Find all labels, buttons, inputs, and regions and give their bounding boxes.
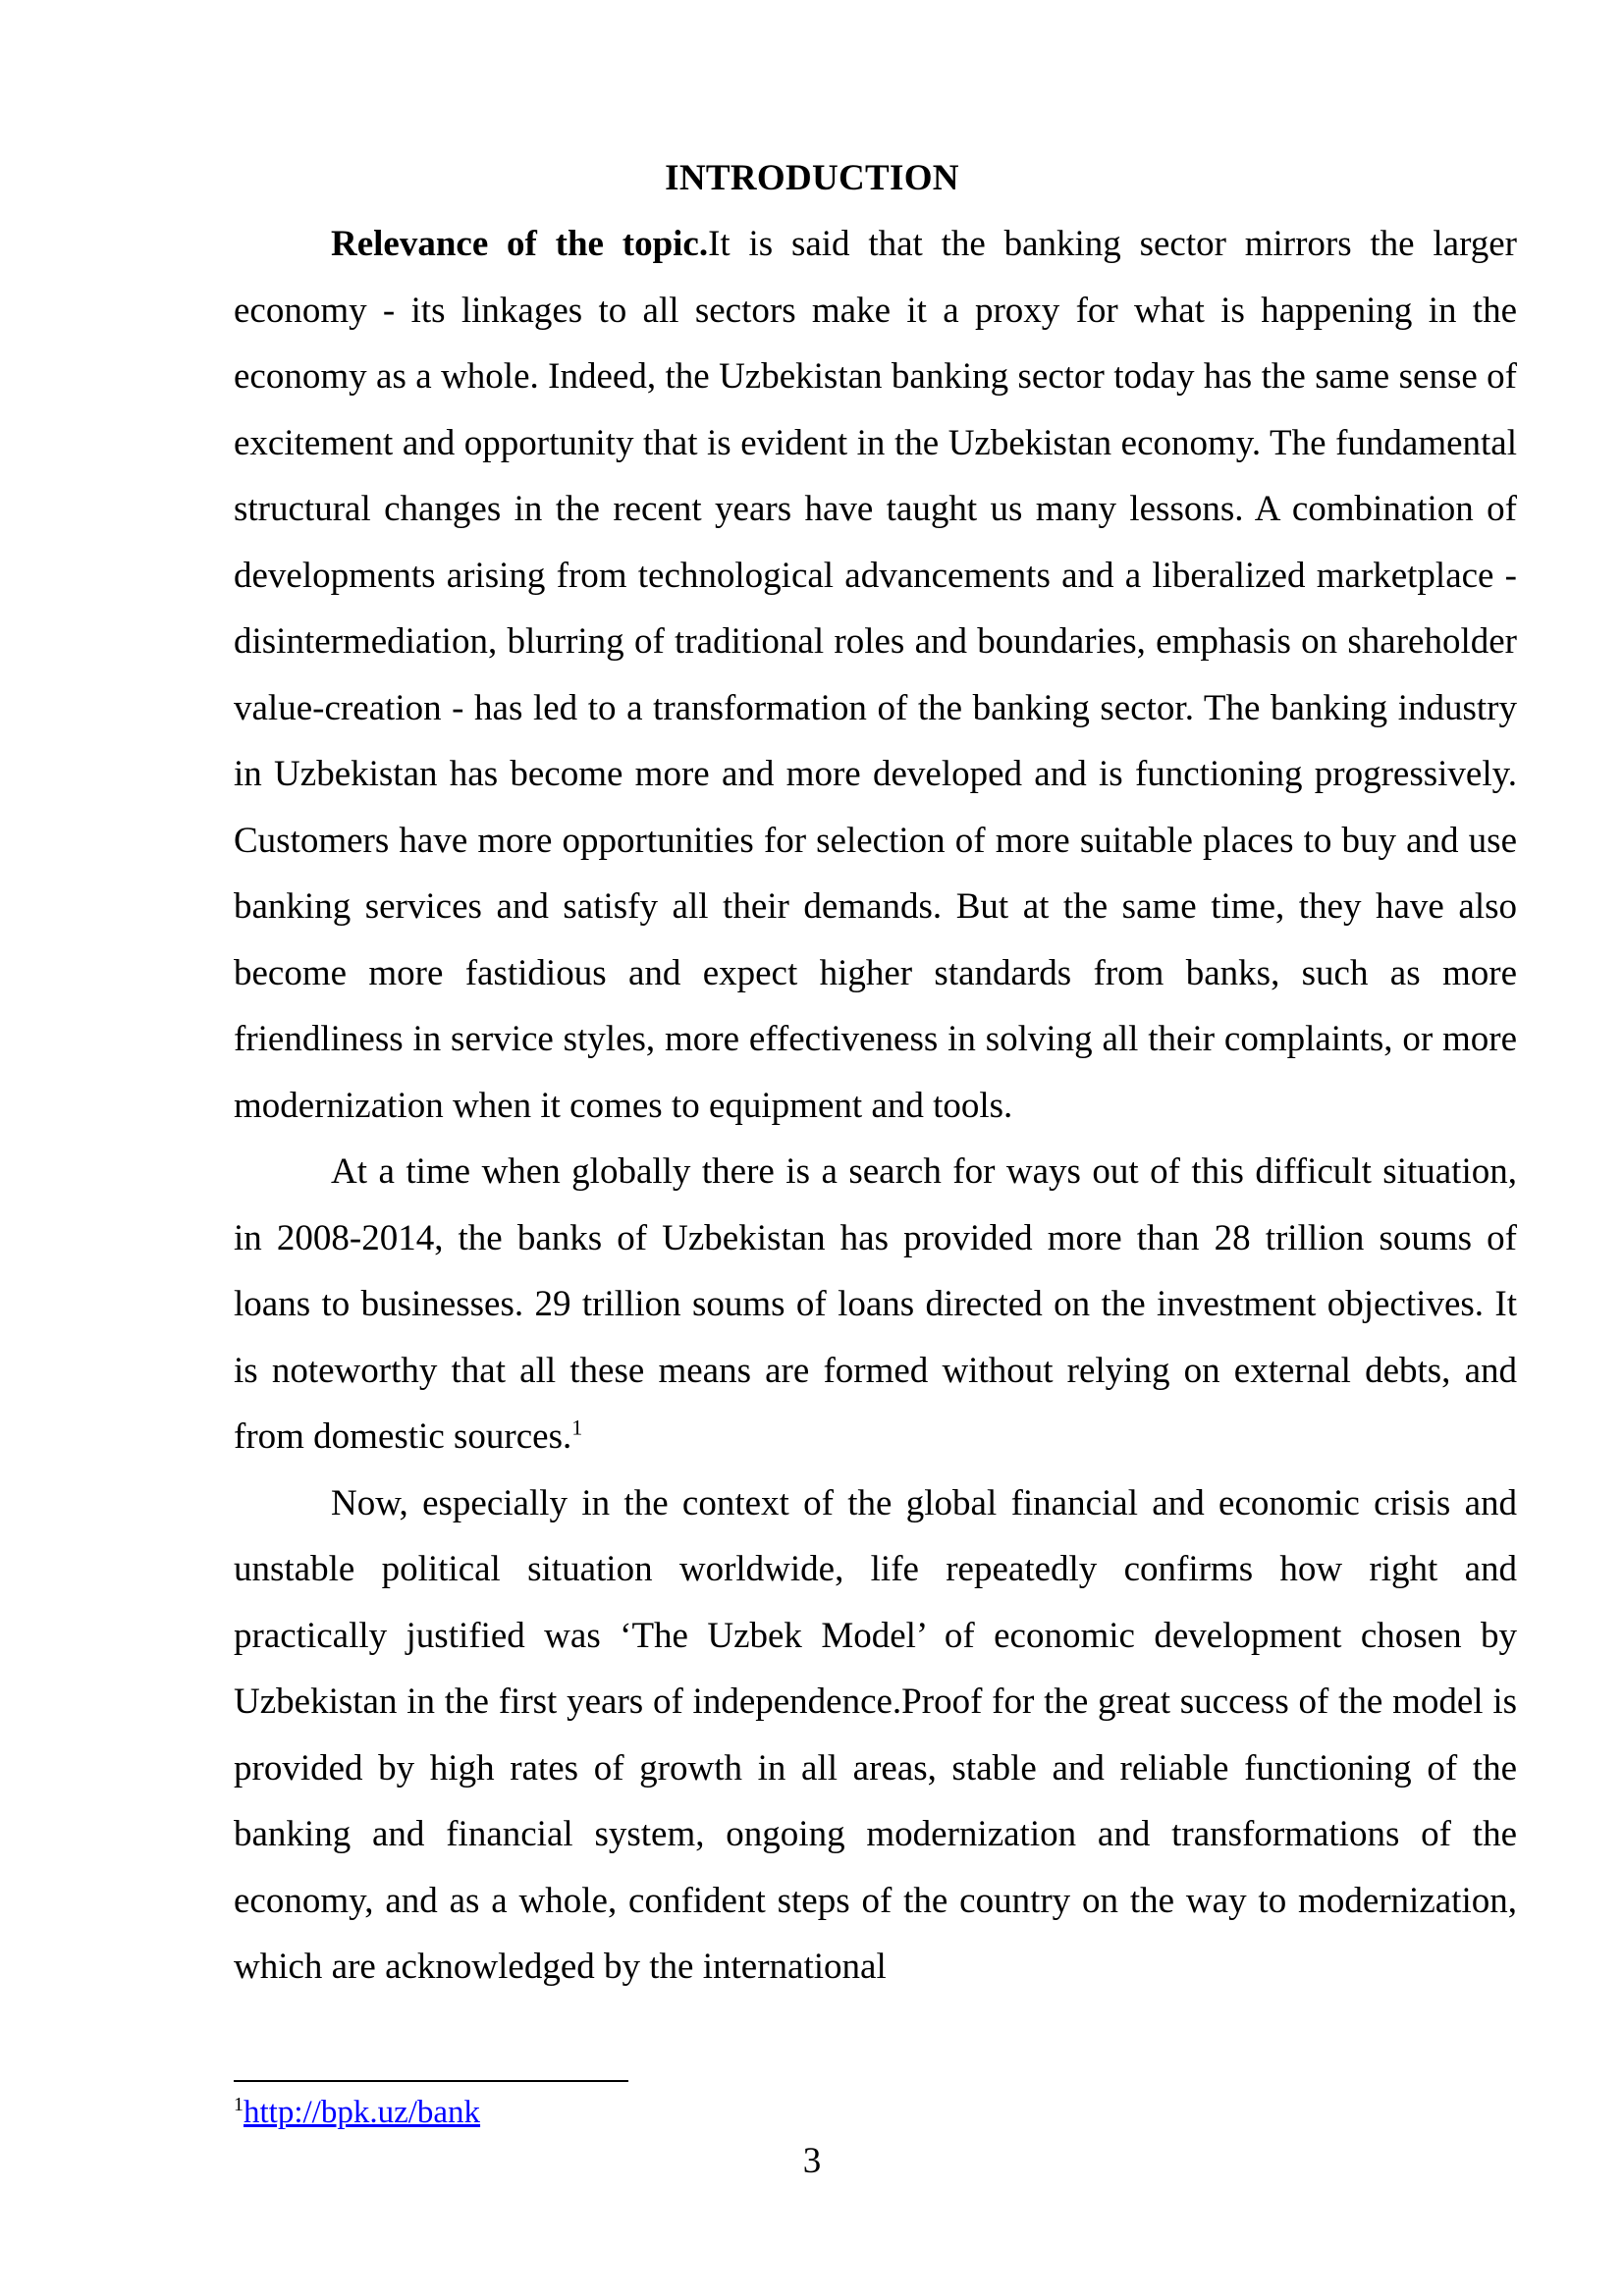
paragraph-relevance — [234, 211, 1517, 1139]
body-text — [234, 211, 1517, 2001]
footnote-link[interactable]: http://bpk.uz/bank — [244, 2095, 481, 2130]
footnote-separator — [234, 2080, 628, 2082]
footnote-reference[interactable]: 1 — [571, 1415, 583, 1440]
paragraph-uzbek-model — [234, 1470, 1517, 2001]
paragraph-text: At a time when globally there is a search for ways out of this difficult situation, in 2008-2014, the banks of Uzbekistan has provided more than 28 trillion soums of loans to businesses. 29 trillion soums of loans directed on the investment objectives. It is noteworthy that all these means are formed without relying on external debts, and from domestic sources. — [234, 1151, 1517, 1457]
paragraph-loans — [234, 1139, 1517, 1470]
page-title: INTRODUCTION — [665, 158, 959, 198]
paragraph-lead: Relevance of the topic. — [331, 224, 709, 264]
footnote — [234, 2091, 480, 2134]
footnote-marker: 1 — [234, 2094, 244, 2115]
paragraph-text: It is said that the banking sector mirrors the larger economy - its linkages to all sectors make it a proxy for what is happening in the economy as a whole. Indeed, the Uzbekistan banking sector today has the same sense of excitement and opportunity that is evident in the Uzbekistan economy. The fundamental structural changes in the recent years have taught us many lessons. A combination of developments arising from technological advancements and a liberalized marketplace - disintermediation, blurring of traditional roles and boundaries, emphasis on shareholder value-creation - has led to a transformation of the banking sector. The banking industry in Uzbekistan has become more and more developed and is functioning progressively. Customers have more opportunities for selection of more suitable places to buy and use banking services and satisfy all their demands. But at the same time, they have also become more fastidious and expect higher standards from banks, such as more friendliness in service styles, more effectiveness in solving all their complaints, or more modernization when it comes to equipment and tools. — [234, 224, 1517, 1126]
page-number: 3 — [802, 2141, 822, 2181]
paragraph-text: Now, especially in the context of the global financial and economic crisis and unstable political situation worldwide, life repeatedly confirms how right and practically justified was ‘The Uzbek Model’ of economic development chosen by Uzbekistan in the first years of independence.Proof for the great success of the model is provided by high rates of growth in all areas, stable and reliable functioning of the banking and financial system, ongoing modernization and transformations of the economy, and as a whole, confident steps of the country on the way to modernization, which are acknowledged by the international — [234, 1482, 1517, 1987]
